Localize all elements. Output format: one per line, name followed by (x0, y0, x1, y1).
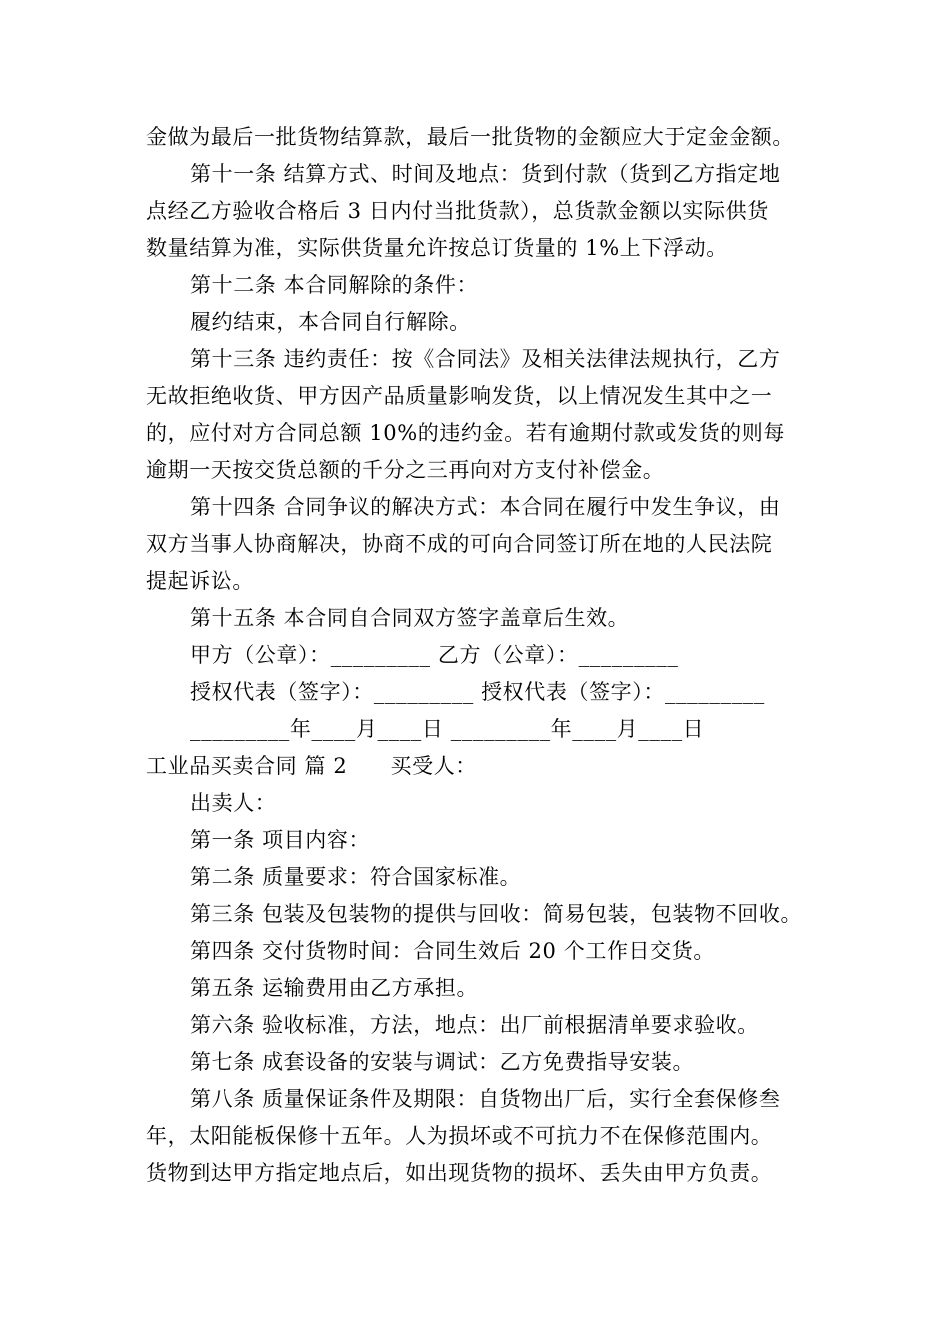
text-line: 第十五条 本合同自合同双方签字盖章后生效。 (190, 606, 630, 630)
text-line: 货物到达甲方指定地点后，如出现货物的损坏、丢失由甲方负责。 (146, 1161, 773, 1185)
signature-line: 授权代表（签字）：_________ 授权代表（签字）：_________ (190, 680, 765, 704)
section-heading: 工业品买卖合同 篇 2 买受人： (146, 754, 477, 778)
text-line: 数量结算为准，实际供货量允许按总订货量的 1%上下浮动。 (146, 236, 728, 260)
date-line: _________年____月____日 _________年____月____日 (190, 717, 705, 741)
text-line: 点经乙方验收合格后 3 日内付当批货款），总货款金额以实际供货 (146, 199, 769, 223)
text-line: 第六条 验收标准，方法，地点：出厂前根据清单要求验收。 (190, 1013, 759, 1037)
text-line: 金做为最后一批货物结算款，最后一批货物的金额应大于定金金额。 (146, 125, 794, 149)
text-line: 履约结束，本合同自行解除。 (190, 310, 471, 334)
text-line: 第十二条 本合同解除的条件： (190, 273, 479, 297)
text-line: 第十四条 合同争议的解决方式：本合同在履行中发生争议，由 (190, 495, 781, 519)
text-line: 第三条 包装及包装物的提供与回收：简易包装，包装物不回收。 (190, 902, 803, 926)
text-line: 第七条 成套设备的安装与调试：乙方免费指导安装。 (190, 1050, 695, 1074)
signature-line: 甲方（公章）：_________ 乙方（公章）：_________ (190, 643, 679, 667)
text-line: 出卖人： (190, 791, 277, 815)
text-line: 年，太阳能板保修十五年。人为损坏或不可抗力不在保修范围内。 (146, 1124, 773, 1148)
text-line: 第一条 项目内容： (190, 828, 371, 852)
text-line: 第五条 运输费用由乙方承担。 (190, 976, 479, 1000)
text-line: 第四条 交付货物时间：合同生效后 20 个工作日交货。 (190, 939, 715, 963)
text-line: 第八条 质量保证条件及期限：自货物出厂后，实行全套保修叁 (190, 1087, 781, 1111)
text-line: 第十三条 违约责任：按《合同法》及相关法律法规执行，乙方 (190, 347, 781, 371)
text-line: 的，应付对方合同总额 10%的违约金。若有逾期付款或发货的则每 (146, 421, 785, 445)
text-line: 逾期一天按交货总额的千分之三再向对方支付补偿金。 (146, 458, 665, 482)
text-line: 第十一条 结算方式、时间及地点：货到付款（货到乙方指定地 (190, 162, 781, 186)
text-line: 第二条 质量要求：符合国家标准。 (190, 865, 522, 889)
text-line: 双方当事人协商解决，协商不成的可向合同签订所在地的人民法院 (146, 532, 773, 556)
text-line: 无故拒绝收货、甲方因产品质量影响发货，以上情况发生其中之一 (146, 384, 773, 408)
text-line: 提起诉讼。 (146, 569, 254, 593)
